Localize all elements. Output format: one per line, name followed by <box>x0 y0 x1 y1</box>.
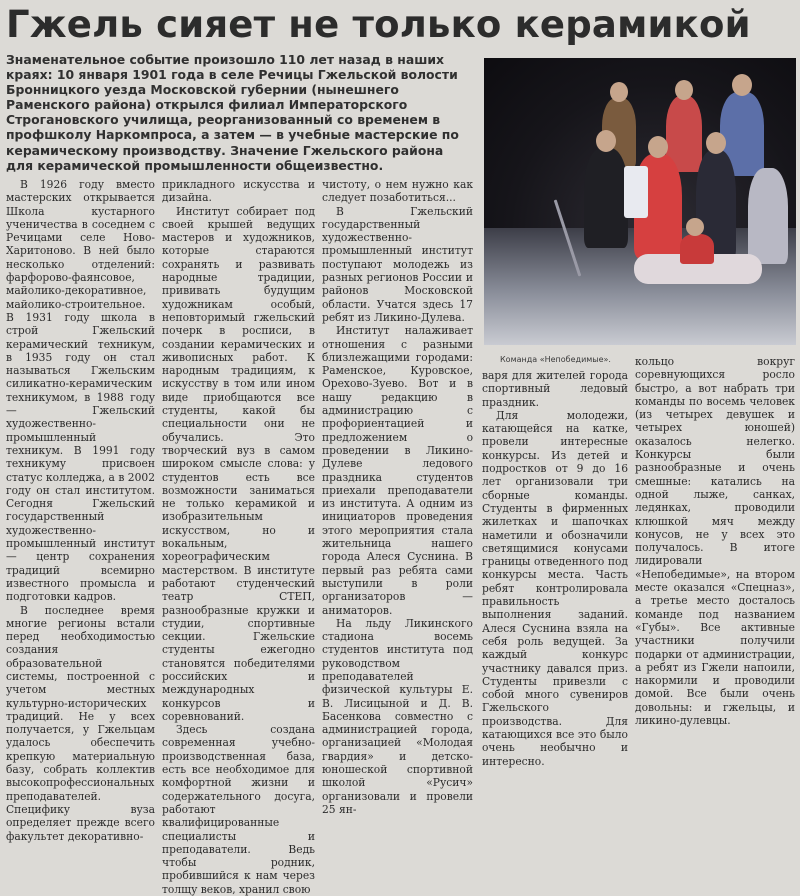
person-head <box>706 132 726 154</box>
paragraph: Здесь создана современная учебно-производственная база, есть все необходимое для комфортной жизни и содержательного досуга, работают квалифицированные специалисты и преподаватели. Ведь чтобы родник, пробившийся к нам через толщу веков, хранил свою <box>162 723 315 896</box>
paragraph: кольцо вокруг соревнующихся росло быстро, а вот набрать три команды по восемь человек (из четырех девушек и четырех юношей) оказалось нелегко. Конкурсы были разнообразные и очень смешные: катались на одной лыже, санках, ледянках, проводили клюшкой мяч между конусов, не у всех это получалось. В итоге лидировали «Непобедимые», на втором месте оказался «Спецназ», а третье место досталось команде под названием «Губы». Все активные участники получили подарки от администрации, а ребят из Гжели напоили, накормили и проводили домой. Все были очень довольны: и гжельцы, и ликино-дулевцы. <box>635 355 795 728</box>
person-figure <box>680 234 714 264</box>
article-column-1 <box>6 178 155 843</box>
person-head <box>610 82 628 102</box>
person-head <box>675 80 693 100</box>
person-head <box>596 130 616 152</box>
paragraph: прикладного искусства и дизайна. <box>162 178 315 205</box>
article-headline: Гжель сияет не только керамикой <box>6 3 751 46</box>
article-column-4 <box>482 355 628 768</box>
team-photo <box>484 58 796 345</box>
paragraph: Для молодежи, катающейся на катке, провели интересные конкурсы. Из детей и подростков от 9 до 16 лет организовали три сборные команды. Студенты в фирменных жилетках и шапочках наметили и обозначили светящимися конусами границы отведенного под конкурсы места. Часть ребят контролировала правильность выполнения заданий. Алеся Суснина взяла на себя роль ведущей. За каждый конкурс участнику давался приз. Студенты привезли с собой много сувениров Гжельского производства. Для катающихся все это было очень необычно и интересно. <box>482 408 628 768</box>
person-figure <box>584 148 628 248</box>
article-lead: Знаменательное событие произошло 110 лет назад в наших краях: 10 января 1901 года в селе Речицы Гжельской волости Бронницкого уезда Московской губернии (нынешнего Раменского района) открылся филиал Императорского Строгановского училища, реорганизованный со временем в профшколу Наркомпроса, а затем — в учебные мастерские по керамическому производству. Значение Гжельского района для керамической промышленности общеизвестно. <box>6 52 459 173</box>
article-column-5 <box>635 355 795 728</box>
caption-spacer <box>482 355 628 369</box>
paragraph: Институт собирает под своей крышей ведущих мастеров и художников, которые стараются сохранять и развивать народные традиции, прививать будущим художникам особый, неповторимый гжельский почерк в росписи, в создании керамических и живописных работ. К народным традициям, к искусству в том или ином виде приобщаются все студенты, какой бы специальности они не обучались. Это творческий вуз в самом широком смысле слова: у студентов есть все возможности заниматься не только керамикой и изобразительным искусством, но и вокальным, хореографическим мастерством. В институте работают студенческий театр СТЕП, разнообразные кружки и студии, спортивные секции. Гжельские студенты ежегодно становятся победителями российских и международных конкурсов и соревнований. <box>162 204 315 723</box>
paragraph: На льду Ликинского стадиона восемь студентов института под руководством преподавателей физической культуры Е. В. Лисицыной и Д. В. Басенкова совместно с администрацией города, организацией «Молодая гвардия» и детско-юношеской спортивной школой «Русич» организовали и провели 25 ян- <box>322 616 473 816</box>
person-head <box>732 74 752 96</box>
paragraph: Институт налаживает отношения с разными близлежащими городами: Раменское, Куровское, Орехово-Зуево. Вот и в нашу редакцию в администрацию с профориентацией и предложением о проведении в Ликино-Дулеве ледового праздника студентов приехали преподаватели из института. А одним из инициаторов проведения этого мероприятия стала жительница нашего города Алеся Суснина. В первый раз ребята сами выступили в роли организаторов — аниматоров. <box>322 324 473 617</box>
paragraph: чистоту, о нем нужно как следует позаботиться... <box>322 178 473 205</box>
paragraph: варя для жителей города спортивный ледовый праздник. <box>482 369 628 409</box>
person-figure <box>748 168 788 264</box>
article-column-2 <box>162 178 315 896</box>
article-column-3 <box>322 178 473 816</box>
banner <box>624 166 648 218</box>
person-head <box>648 136 668 158</box>
paragraph: В последнее время многие регионы встали перед необходимостью создания образовательной системы, построенной с учетом местных культурно-исторических традиций. Не у всех получается, у Гжельцам удалось обеспечить крепкую материальную базу, собрать коллектив высокопрофессиональных преподавателей. Специфику вуза определяет прежде всего факультет декоративно- <box>6 603 155 843</box>
paragraph: В 1926 году вместо мастерских открывается Школа кустарного ученичества в соседнем с Речицами селе Ново-Харитоново. В ней было несколько отделений: фарфорово-фаянсовое, майолико-декоративное, майолико-строительное. В 1931 году школа в строй Гжельский керамический техникум, в 1935 году он стал называться Гжельским силикатно-керамическим техникумом, в 1988 году — Гжельский художественно-промышленный техникум. В 1991 году техникуму присвоен статус колледжа, а в 2002 году он стал институтом. Сегодня Гжельский государственный художественно-промышленный институт — центр сохранения традиций всемирно известного промысла и подготовки кадров. <box>6 178 155 604</box>
person-head <box>686 218 704 236</box>
paragraph: В Гжельский государственный художественно-промышленный институт поступают молодежь из разных регионов России и районов Московской области. Учатся здесь 17 ребят из Ликино-Дулева. <box>322 204 473 324</box>
photo-caption: Команда «Непобедимые». <box>500 355 611 364</box>
